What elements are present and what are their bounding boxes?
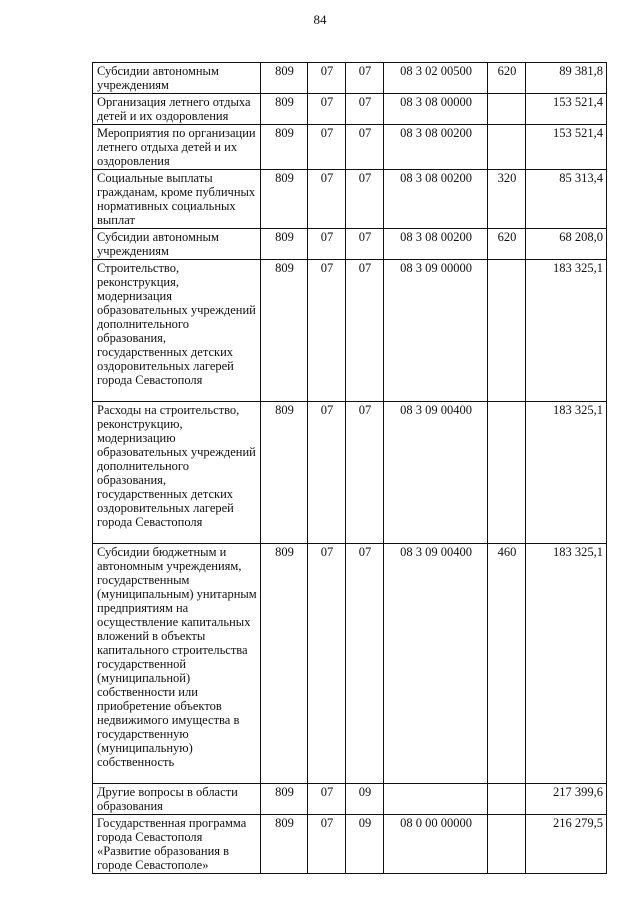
expense-type-code (488, 784, 526, 815)
ministry-code: 809 (261, 229, 308, 260)
table-row (93, 170, 607, 229)
subsection-code: 07 (346, 125, 384, 170)
ministry-code: 809 (261, 544, 308, 784)
item-name: Организация летнего отдыха детей и их оздоровления (93, 94, 261, 125)
subsection-code: 07 (346, 544, 384, 784)
amount: 153 521,4 (526, 94, 607, 125)
section-code: 07 (308, 170, 346, 229)
section-code: 07 (308, 784, 346, 815)
ministry-code: 809 (261, 784, 308, 815)
item-name: Социальные выплаты гражданам, кроме публичных нормативных социальных выплат (93, 170, 261, 229)
budget-table (92, 62, 607, 874)
item-name: Строительство, реконструкция, модернизация образовательных учреждений дополнительного образования, государственных детских оздоровительных лагерей города Севастополя (93, 260, 261, 402)
section-code: 07 (308, 402, 346, 544)
amount: 216 279,5 (526, 815, 607, 874)
expense-type-code (488, 260, 526, 402)
target-code: 08 3 08 00000 (384, 94, 488, 125)
subsection-code: 07 (346, 63, 384, 94)
section-code: 07 (308, 63, 346, 94)
section-code: 07 (308, 544, 346, 784)
amount: 183 325,1 (526, 260, 607, 402)
subsection-code: 07 (346, 170, 384, 229)
target-code: 08 3 09 00400 (384, 544, 488, 784)
target-code: 08 3 08 00200 (384, 229, 488, 260)
subsection-code: 07 (346, 94, 384, 125)
amount: 68 208,0 (526, 229, 607, 260)
item-name: Субсидии автономным учреждениям (93, 229, 261, 260)
subsection-code: 09 (346, 784, 384, 815)
ministry-code: 809 (261, 402, 308, 544)
target-code: 08 3 09 00000 (384, 260, 488, 402)
table-row (93, 402, 607, 544)
amount: 153 521,4 (526, 125, 607, 170)
subsection-code: 09 (346, 815, 384, 874)
ministry-code: 809 (261, 94, 308, 125)
target-code: 08 3 08 00200 (384, 170, 488, 229)
expense-type-code (488, 815, 526, 874)
target-code: 08 3 08 00200 (384, 125, 488, 170)
ministry-code: 809 (261, 63, 308, 94)
table-row (93, 125, 607, 170)
amount: 89 381,8 (526, 63, 607, 94)
table-row (93, 815, 607, 874)
section-code: 07 (308, 125, 346, 170)
page-number: 84 (313, 12, 327, 27)
target-code (384, 784, 488, 815)
item-name: Расходы на строительство, реконструкцию, модернизацию образовательных учреждений дополнительного образования, государственных детских оздоровительных лагерей города Севастополя (93, 402, 261, 544)
expense-type-code (488, 402, 526, 544)
item-name: Субсидии автономным учреждениям (93, 63, 261, 94)
expense-type-code (488, 94, 526, 125)
amount: 183 325,1 (526, 544, 607, 784)
section-code: 07 (308, 229, 346, 260)
ministry-code: 809 (261, 815, 308, 874)
item-name: Государственная программа города Севастополя «Развитие образования в городе Севастополе» (93, 815, 261, 874)
table-row (93, 63, 607, 94)
table-row (93, 94, 607, 125)
expense-type-code: 320 (488, 170, 526, 229)
item-name: Субсидии бюджетным и автономным учреждениям, государственным (муниципальным) унитарным предприятиям на осуществление капитальных вложений в объекты капитального строительства государственной (муниципальной) собственности или приобретение объектов недвижимого имущества в государственную (муниципальную) собственность (93, 544, 261, 784)
ministry-code: 809 (261, 260, 308, 402)
section-code: 07 (308, 94, 346, 125)
ministry-code: 809 (261, 125, 308, 170)
subsection-code: 07 (346, 229, 384, 260)
amount: 183 325,1 (526, 402, 607, 544)
target-code: 08 3 09 00400 (384, 402, 488, 544)
target-code: 08 0 00 00000 (384, 815, 488, 874)
expense-type-code: 460 (488, 544, 526, 784)
section-code: 07 (308, 260, 346, 402)
amount: 85 313,4 (526, 170, 607, 229)
expense-type-code (488, 125, 526, 170)
subsection-code: 07 (346, 402, 384, 544)
table-row (93, 544, 607, 784)
target-code: 08 3 02 00500 (384, 63, 488, 94)
expense-type-code: 620 (488, 63, 526, 94)
subsection-code: 07 (346, 260, 384, 402)
table-row (93, 229, 607, 260)
ministry-code: 809 (261, 170, 308, 229)
section-code: 07 (308, 815, 346, 874)
amount: 217 399,6 (526, 784, 607, 815)
item-name: Другие вопросы в области образования (93, 784, 261, 815)
table-row (93, 784, 607, 815)
expense-type-code: 620 (488, 229, 526, 260)
item-name: Мероприятия по организации летнего отдыха детей и их оздоровления (93, 125, 261, 170)
table-row (93, 260, 607, 402)
